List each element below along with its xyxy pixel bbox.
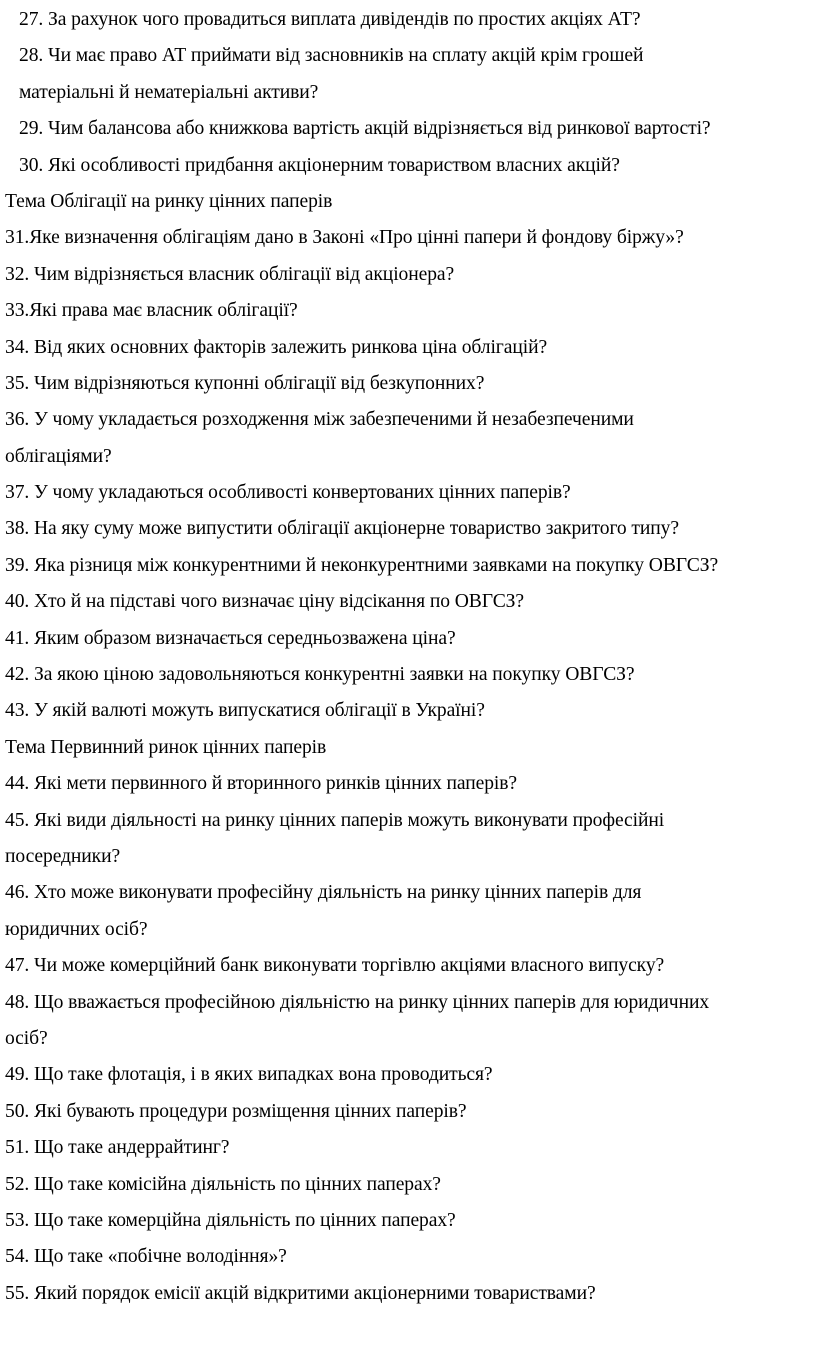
question-line: 52. Що таке комісійна діяльність по цінних паперах? xyxy=(5,1173,441,1195)
question-line: 32. Чим відрізняється власник облігації від акціонера? xyxy=(5,263,455,285)
question-line: 33.Які права має власник облігації? xyxy=(5,300,298,322)
question-line: посередники? xyxy=(5,845,121,867)
question-line: 49. Що таке флотація, і в яких випадках вона проводиться? xyxy=(5,1064,493,1086)
question-line: 36. У чому укладається розходження між забезпеченими й незабезпеченими xyxy=(5,409,634,431)
question-list xyxy=(0,2,816,1312)
question-line: 31.Яке визначення облігаціям дано в Законі «Про цінні папери й фондову біржу»? xyxy=(5,227,684,249)
question-line: осіб? xyxy=(5,1027,48,1049)
question-line: 47. Чи може комерційний банк виконувати торгівлю акціями власного випуску? xyxy=(5,955,665,977)
question-line: 48. Що вважається професійною діяльністю на ринку цінних паперів для юридичних xyxy=(5,991,710,1013)
question-line: 50. Які бувають процедури розміщення цінних паперів? xyxy=(5,1100,467,1122)
question-line: 27. За рахунок чого провадиться виплата дивідендів по простих акціях АТ? xyxy=(19,9,641,30)
question-line: 34. Від яких основних факторів залежить ринкова ціна облігацій? xyxy=(5,336,548,358)
question-line: 44. Які мети первинного й вторинного ринків цінних паперів? xyxy=(5,773,517,795)
question-line: 29. Чим балансова або книжкова вартість акцій відрізняється від ринкової вартості? xyxy=(19,118,711,140)
question-line: облігаціями? xyxy=(5,445,112,467)
question-line: 55. Який порядок емісії акцій відкритими акціонерними товариствами? xyxy=(5,1282,596,1304)
question-line: 35. Чим відрізняються купонні облігації від безкупонних? xyxy=(5,372,485,394)
question-line: 39. Яка різниця між конкурентними й неконкурентними заявками на покупку ОВГСЗ? xyxy=(5,554,719,576)
question-line: 43. У якій валюті можуть випускатися облігації в Україні? xyxy=(5,700,485,722)
question-line: 28. Чи має право АТ приймати від засновників на сплату акцій крім грошей xyxy=(19,45,644,67)
question-line: юридичних осіб? xyxy=(5,918,148,940)
question-line: 45. Які види діяльності на ринку цінних паперів можуть виконувати професійні xyxy=(5,809,665,831)
question-line: 54. Що таке «побічне володіння»? xyxy=(5,1246,287,1268)
question-line: матеріальні й нематеріальні активи? xyxy=(19,81,319,103)
question-line: 30. Які особливості придбання акціонерним товариством власних акцій? xyxy=(19,154,620,176)
question-line: 42. За якою ціною задовольняються конкурентні заявки на покупку ОВГСЗ? xyxy=(5,664,635,686)
section-heading: Тема Первинний ринок цінних паперів xyxy=(5,736,327,758)
question-line: 53. Що таке комерційна діяльність по цінних паперах? xyxy=(5,1209,456,1231)
question-line: 51. Що таке андеррайтинг? xyxy=(5,1137,230,1159)
question-line: 46. Хто може виконувати професійну діяльність на ринку цінних паперів для xyxy=(5,882,642,904)
section-heading: Тема Облігації на ринку цінних паперів xyxy=(5,190,333,212)
question-line: 37. У чому укладаються особливості конвертованих цінних паперів? xyxy=(5,482,571,504)
question-line: 40. Хто й на підставі чого визначає ціну відсікання по ОВГСЗ? xyxy=(5,591,524,613)
question-line: 41. Яким образом визначається середньозважена ціна? xyxy=(5,627,456,649)
question-line: 38. На яку суму може випустити облігації акціонерне товариство закритого типу? xyxy=(5,518,679,540)
